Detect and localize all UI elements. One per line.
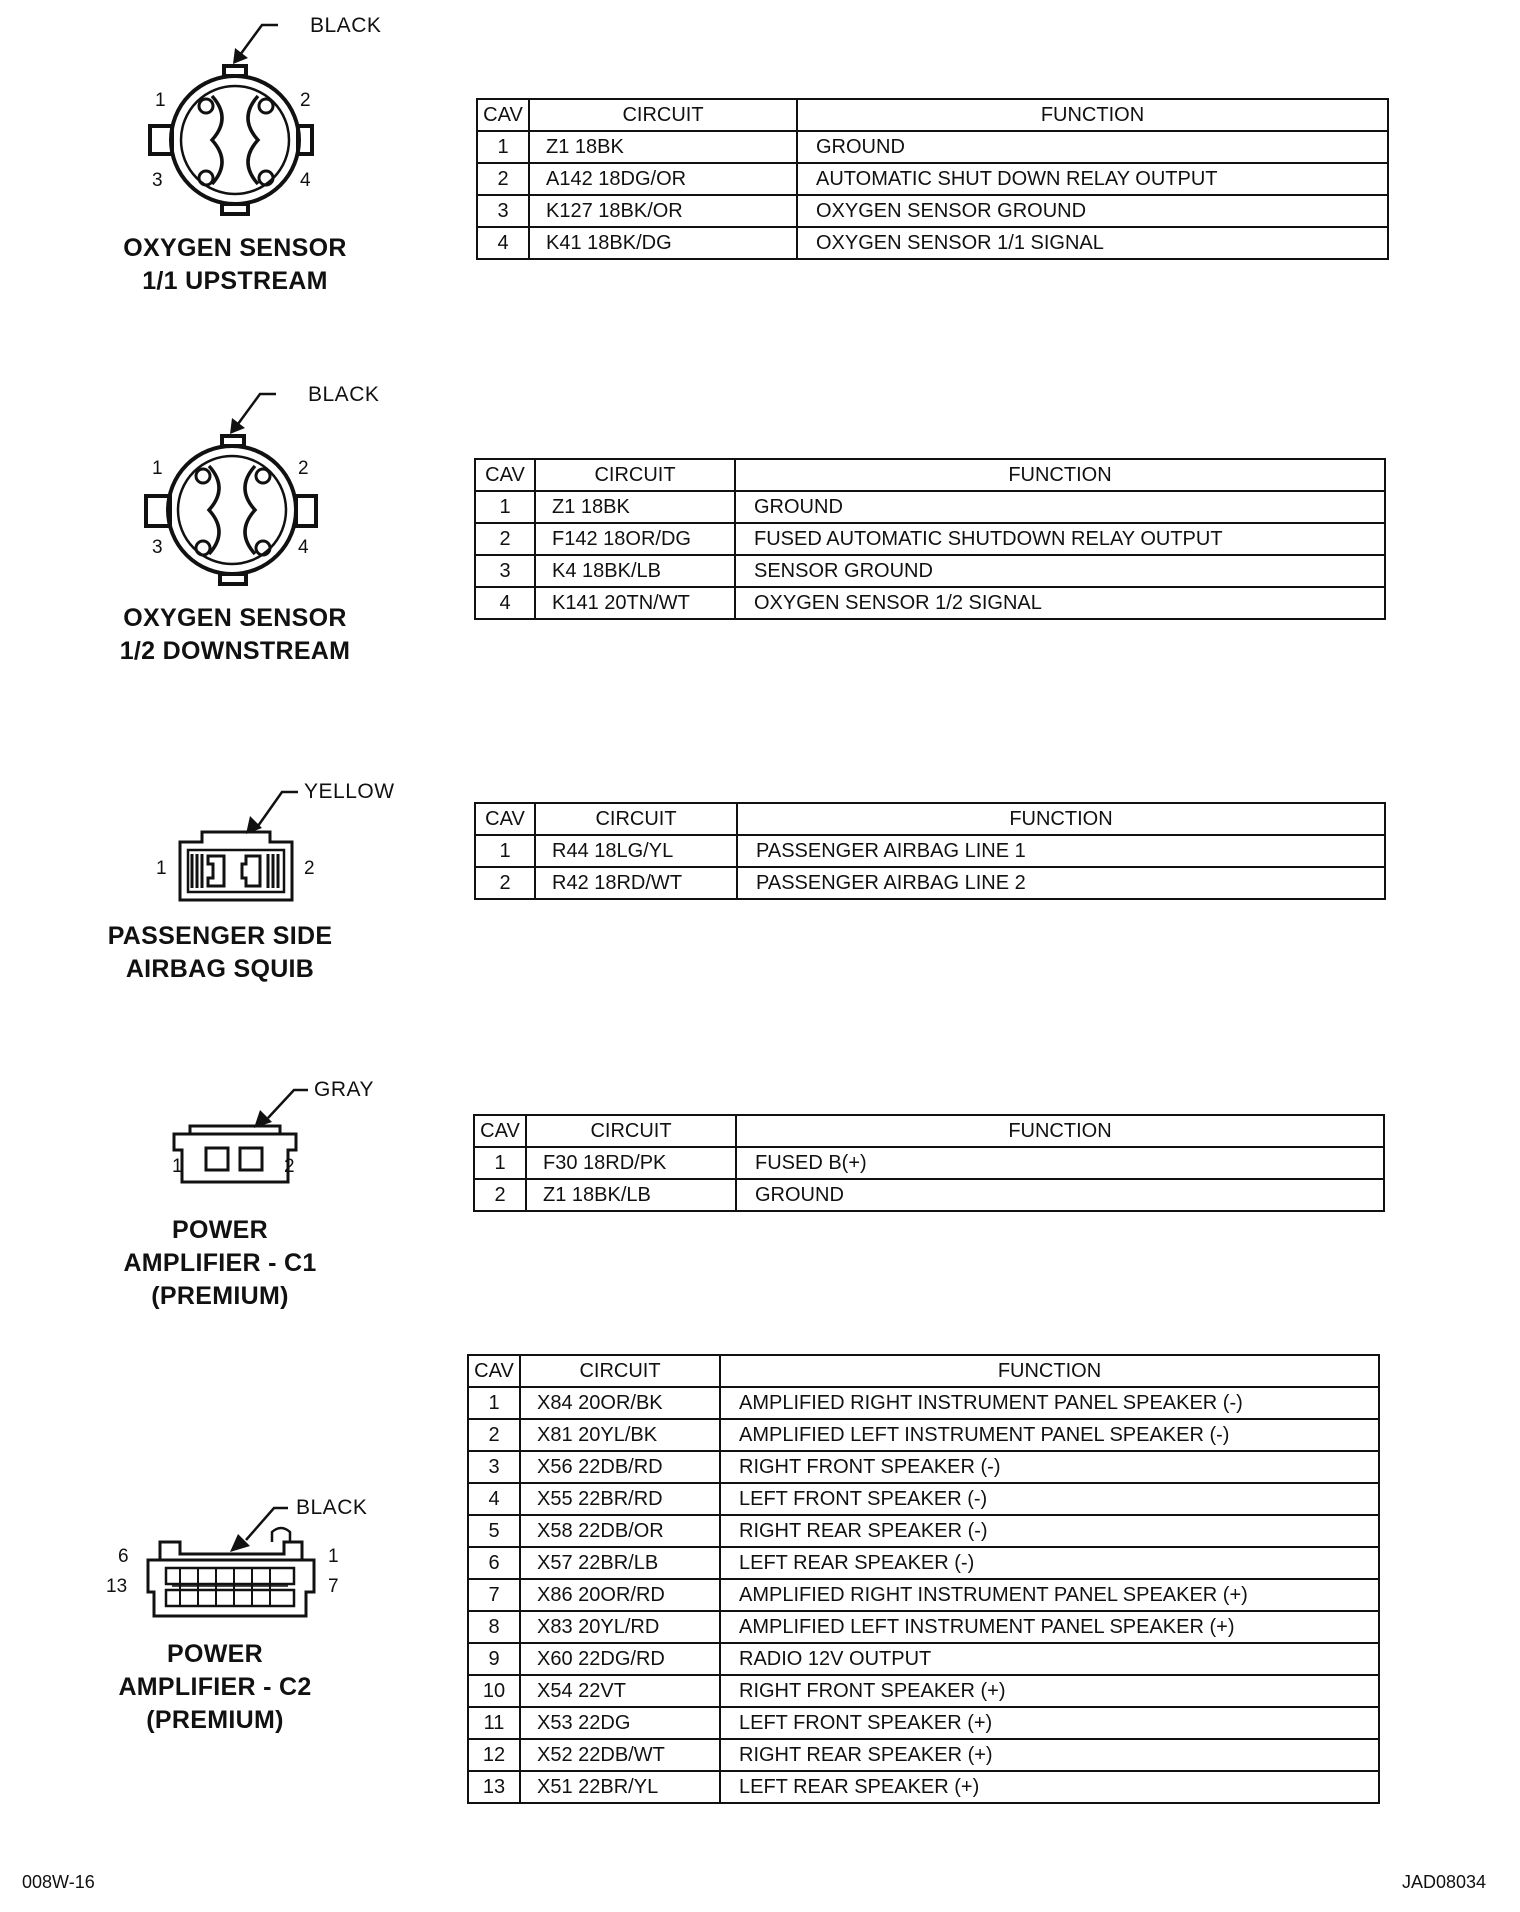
pin-label: 7 — [328, 1576, 339, 1597]
table-row — [475, 867, 1385, 899]
cell-cav: 9 — [468, 1643, 520, 1675]
cell-cav: 13 — [468, 1771, 520, 1803]
connector-title — [90, 920, 350, 986]
connector-drawing-round-4pin — [0, 0, 460, 300]
cell-circuit: K127 18BK/OR — [529, 195, 797, 227]
cell-function: LEFT FRONT SPEAKER (+) — [720, 1707, 1379, 1739]
pin-label: 2 — [284, 1156, 295, 1177]
pin-label: 1 — [156, 858, 167, 879]
connector-drawing-14pin-amp — [0, 1490, 460, 1760]
cell-function: RIGHT REAR SPEAKER (-) — [720, 1515, 1379, 1547]
cell-function: AMPLIFIED RIGHT INSTRUMENT PANEL SPEAKER (+) — [720, 1579, 1379, 1611]
connector-title-line: OXYGEN SENSOR — [123, 604, 347, 632]
pin-label: 1 — [152, 458, 163, 479]
header-cav: CAV — [468, 1355, 520, 1387]
connector-color-label: BLACK — [308, 383, 380, 406]
header-function: FUNCTION — [797, 99, 1388, 131]
pin-label: 1 — [172, 1156, 183, 1177]
cell-function: PASSENGER AIRBAG LINE 1 — [737, 835, 1385, 867]
table-row — [468, 1483, 1379, 1515]
pin-label: 4 — [298, 537, 309, 558]
cavity-table — [474, 802, 1386, 900]
cell-function: AMPLIFIED LEFT INSTRUMENT PANEL SPEAKER (+) — [720, 1611, 1379, 1643]
header-circuit: CIRCUIT — [526, 1115, 736, 1147]
cell-cav: 1 — [468, 1387, 520, 1419]
table-row — [475, 491, 1385, 523]
table-header-row — [474, 1115, 1384, 1147]
pin-label: 2 — [300, 90, 311, 111]
cavity-table — [474, 458, 1386, 620]
connector-drawing-round-4pin — [0, 370, 460, 670]
cavity-table — [473, 1114, 1385, 1212]
cell-cav: 1 — [475, 835, 535, 867]
table-header-row — [468, 1355, 1379, 1387]
cell-function: AUTOMATIC SHUT DOWN RELAY OUTPUT — [797, 163, 1388, 195]
table-row — [468, 1771, 1379, 1803]
cell-cav: 1 — [477, 131, 529, 163]
cell-function: RIGHT FRONT SPEAKER (-) — [720, 1451, 1379, 1483]
table-row — [468, 1451, 1379, 1483]
connector-title-line: OXYGEN SENSOR — [123, 234, 347, 262]
table-row — [477, 131, 1388, 163]
table-row — [475, 587, 1385, 619]
cell-function: OXYGEN SENSOR 1/1 SIGNAL — [797, 227, 1388, 259]
cell-function: RIGHT FRONT SPEAKER (+) — [720, 1675, 1379, 1707]
cell-cav: 2 — [475, 523, 535, 555]
cell-circuit: Z1 18BK — [529, 131, 797, 163]
header-cav: CAV — [474, 1115, 526, 1147]
connector-drawing-2pin-amp — [0, 1070, 460, 1330]
cell-circuit: R44 18LG/YL — [535, 835, 737, 867]
table-row — [468, 1579, 1379, 1611]
connector-title-line: PASSENGER SIDE — [107, 922, 333, 950]
cell-cav: 3 — [468, 1451, 520, 1483]
table-row — [468, 1707, 1379, 1739]
cell-cav: 2 — [475, 867, 535, 899]
cell-cav: 2 — [477, 163, 529, 195]
cell-function: AMPLIFIED LEFT INSTRUMENT PANEL SPEAKER (-) — [720, 1419, 1379, 1451]
table-row — [477, 227, 1388, 259]
cell-function: GROUND — [736, 1179, 1384, 1211]
header-function: FUNCTION — [737, 803, 1385, 835]
cell-function: LEFT REAR SPEAKER (+) — [720, 1771, 1379, 1803]
table-header-row — [475, 459, 1385, 491]
cell-circuit: X51 22BR/YL — [520, 1771, 720, 1803]
cell-function: LEFT REAR SPEAKER (-) — [720, 1547, 1379, 1579]
header-cav: CAV — [475, 459, 535, 491]
cell-circuit: X54 22VT — [520, 1675, 720, 1707]
cell-cav: 4 — [468, 1483, 520, 1515]
cell-function: RIGHT REAR SPEAKER (+) — [720, 1739, 1379, 1771]
cell-circuit: A142 18DG/OR — [529, 163, 797, 195]
cell-cav: 1 — [474, 1147, 526, 1179]
connector-color-label: BLACK — [310, 14, 382, 37]
table-header-row — [475, 803, 1385, 835]
cavity-table — [467, 1354, 1380, 1804]
cell-cav: 12 — [468, 1739, 520, 1771]
connector-color-label: GRAY — [314, 1078, 374, 1101]
table-row — [468, 1675, 1379, 1707]
pin-label: 6 — [118, 1546, 129, 1567]
cell-function: GROUND — [797, 131, 1388, 163]
connector-title-line: 1/1 UPSTREAM — [142, 267, 328, 295]
cell-circuit: F30 18RD/PK — [526, 1147, 736, 1179]
cell-circuit: K141 20TN/WT — [535, 587, 735, 619]
cell-circuit: X53 22DG — [520, 1707, 720, 1739]
connector-title — [90, 602, 380, 668]
table-row — [468, 1739, 1379, 1771]
header-function: FUNCTION — [735, 459, 1385, 491]
cell-function: SENSOR GROUND — [735, 555, 1385, 587]
cell-circuit: X84 20OR/BK — [520, 1387, 720, 1419]
table-row — [468, 1547, 1379, 1579]
cell-cav: 3 — [477, 195, 529, 227]
table-row — [475, 523, 1385, 555]
cell-function: LEFT FRONT SPEAKER (-) — [720, 1483, 1379, 1515]
cell-cav: 6 — [468, 1547, 520, 1579]
pin-label: 3 — [152, 170, 163, 191]
cell-cav: 7 — [468, 1579, 520, 1611]
cell-cav: 4 — [475, 587, 535, 619]
table-row — [477, 163, 1388, 195]
cell-cav: 10 — [468, 1675, 520, 1707]
header-cav: CAV — [477, 99, 529, 131]
cell-circuit: K4 18BK/LB — [535, 555, 735, 587]
cell-function: FUSED B(+) — [736, 1147, 1384, 1179]
cell-cav: 2 — [468, 1419, 520, 1451]
header-cav: CAV — [475, 803, 535, 835]
connector-title-line: POWER — [172, 1216, 268, 1244]
connector-color-label: YELLOW — [304, 780, 395, 803]
pin-label: 4 — [300, 170, 311, 191]
header-circuit: CIRCUIT — [535, 803, 737, 835]
table-header-row — [477, 99, 1388, 131]
cell-function: AMPLIFIED RIGHT INSTRUMENT PANEL SPEAKER (-) — [720, 1387, 1379, 1419]
cell-circuit: X52 22DB/WT — [520, 1739, 720, 1771]
connector-title-line: AIRBAG SQUIB — [125, 955, 315, 983]
cell-cav: 8 — [468, 1611, 520, 1643]
table-row — [468, 1643, 1379, 1675]
cell-function: FUSED AUTOMATIC SHUTDOWN RELAY OUTPUT — [735, 523, 1385, 555]
cell-cav: 3 — [475, 555, 535, 587]
table-row — [468, 1387, 1379, 1419]
cell-cav: 4 — [477, 227, 529, 259]
table-row — [468, 1515, 1379, 1547]
cell-circuit: X86 20OR/RD — [520, 1579, 720, 1611]
cell-circuit: Z1 18BK/LB — [526, 1179, 736, 1211]
pin-label: 3 — [152, 537, 163, 558]
connector-title-line: 1/2 DOWNSTREAM — [119, 637, 351, 665]
cavity-table — [476, 98, 1389, 260]
table-row — [474, 1147, 1384, 1179]
header-function: FUNCTION — [720, 1355, 1379, 1387]
cell-circuit: R42 18RD/WT — [535, 867, 737, 899]
footer-left-code: 008W-16 — [22, 1872, 95, 1892]
cell-circuit: X60 22DG/RD — [520, 1643, 720, 1675]
connector-title-line: (PREMIUM) — [146, 1706, 284, 1734]
pin-label: 13 — [106, 1576, 128, 1597]
header-circuit: CIRCUIT — [520, 1355, 720, 1387]
cell-circuit: K41 18BK/DG — [529, 227, 797, 259]
pin-label: 1 — [328, 1546, 339, 1567]
connector-title-line: (PREMIUM) — [151, 1282, 289, 1310]
cell-function: RADIO 12V OUTPUT — [720, 1643, 1379, 1675]
cell-cav: 2 — [474, 1179, 526, 1211]
cell-circuit: X58 22DB/OR — [520, 1515, 720, 1547]
pin-label: 2 — [304, 858, 315, 879]
table-row — [468, 1419, 1379, 1451]
connector-title-line: AMPLIFIER - C1 — [123, 1249, 317, 1277]
cell-circuit: Z1 18BK — [535, 491, 735, 523]
cell-function: PASSENGER AIRBAG LINE 2 — [737, 867, 1385, 899]
header-circuit: CIRCUIT — [529, 99, 797, 131]
table-row — [474, 1179, 1384, 1211]
cell-function: GROUND — [735, 491, 1385, 523]
cell-circuit: X81 20YL/BK — [520, 1419, 720, 1451]
table-row — [475, 555, 1385, 587]
cell-circuit: F142 18OR/DG — [535, 523, 735, 555]
cell-cav: 11 — [468, 1707, 520, 1739]
cell-circuit: X56 22DB/RD — [520, 1451, 720, 1483]
table-row — [477, 195, 1388, 227]
connector-color-label: BLACK — [296, 1496, 368, 1519]
table-row — [468, 1611, 1379, 1643]
connector-title — [100, 232, 370, 298]
cell-circuit: X55 22BR/RD — [520, 1483, 720, 1515]
connector-title — [90, 1638, 340, 1737]
footer-right-code: JAD08034 — [1402, 1872, 1487, 1892]
connector-title-line: AMPLIFIER - C2 — [118, 1673, 312, 1701]
connector-title-line: POWER — [167, 1640, 263, 1668]
cell-cav: 1 — [475, 491, 535, 523]
cell-function: OXYGEN SENSOR 1/2 SIGNAL — [735, 587, 1385, 619]
connector-title — [100, 1214, 340, 1313]
header-circuit: CIRCUIT — [535, 459, 735, 491]
connector-drawing-2pin-squib — [0, 770, 460, 1000]
cell-circuit: X57 22BR/LB — [520, 1547, 720, 1579]
table-row — [475, 835, 1385, 867]
cell-function: OXYGEN SENSOR GROUND — [797, 195, 1388, 227]
cell-cav: 5 — [468, 1515, 520, 1547]
cell-circuit: X83 20YL/RD — [520, 1611, 720, 1643]
pin-label: 1 — [155, 90, 166, 111]
header-function: FUNCTION — [736, 1115, 1384, 1147]
pin-label: 2 — [298, 458, 309, 479]
